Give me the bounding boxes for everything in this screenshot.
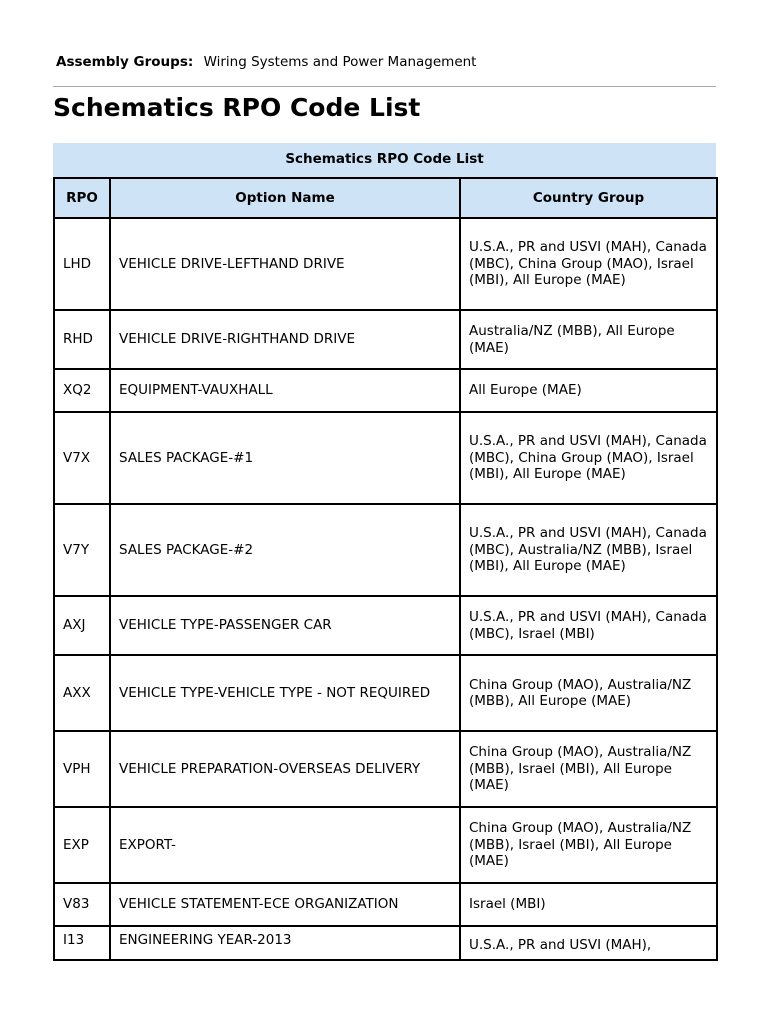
table-row [54, 369, 717, 412]
rpo-cell: EXP [54, 807, 110, 883]
option-name-cell: VEHICLE DRIVE-LEFTHAND DRIVE [110, 218, 460, 310]
rpo-cell: V7X [54, 412, 110, 504]
assembly-groups-label: Assembly Groups: [56, 54, 194, 70]
table-row [54, 655, 717, 731]
option-name-cell: SALES PACKAGE-#1 [110, 412, 460, 504]
column-header-option-name: Option Name [110, 178, 460, 218]
table-row [54, 412, 717, 504]
rpo-cell: V7Y [54, 504, 110, 596]
table-header-row [54, 178, 717, 218]
rpo-code-table [53, 177, 718, 961]
table-row [54, 310, 717, 369]
country-group-cell: U.S.A., PR and USVI (MAH), Canada (MBC), Australia/NZ (MBB), Israel (MBI), All Europe (MAE) [460, 504, 717, 596]
page-title: Schematics RPO Code List [53, 93, 421, 122]
country-group-cell: All Europe (MAE) [460, 369, 717, 412]
rpo-cell: I13 [54, 926, 110, 960]
option-name-cell: SALES PACKAGE-#2 [110, 504, 460, 596]
option-name-cell: VEHICLE PREPARATION-OVERSEAS DELIVERY [110, 731, 460, 807]
table-row [54, 926, 717, 960]
header-divider [53, 86, 716, 87]
table-row [54, 883, 717, 926]
table-row [54, 731, 717, 807]
option-name-cell: ENGINEERING YEAR-2013 [110, 926, 460, 960]
option-name-cell: EXPORT- [110, 807, 460, 883]
country-group-cell: China Group (MAO), Australia/NZ (MBB), All Europe (MAE) [460, 655, 717, 731]
table-row [54, 596, 717, 655]
table-row [54, 218, 717, 310]
rpo-cell: AXX [54, 655, 110, 731]
country-group-cell: U.S.A., PR and USVI (MAH), [460, 926, 717, 960]
rpo-cell: XQ2 [54, 369, 110, 412]
country-group-cell: China Group (MAO), Australia/NZ (MBB), Israel (MBI), All Europe (MAE) [460, 731, 717, 807]
country-group-cell: China Group (MAO), Australia/NZ (MBB), Israel (MBI), All Europe (MAE) [460, 807, 717, 883]
rpo-cell: RHD [54, 310, 110, 369]
rpo-cell: V83 [54, 883, 110, 926]
country-group-cell: U.S.A., PR and USVI (MAH), Canada (MBC), China Group (MAO), Israel (MBI), All Europe (MAE) [460, 218, 717, 310]
rpo-cell: VPH [54, 731, 110, 807]
country-group-cell: Israel (MBI) [460, 883, 717, 926]
country-group-cell: Australia/NZ (MBB), All Europe (MAE) [460, 310, 717, 369]
rpo-cell: AXJ [54, 596, 110, 655]
option-name-cell: VEHICLE TYPE-VEHICLE TYPE - NOT REQUIRED [110, 655, 460, 731]
table-row [54, 504, 717, 596]
assembly-groups-value: Wiring Systems and Power Management [203, 54, 477, 70]
rpo-cell: LHD [54, 218, 110, 310]
table-row [54, 807, 717, 883]
option-name-cell: EQUIPMENT-VAUXHALL [110, 369, 460, 412]
table-caption: Schematics RPO Code List [53, 143, 716, 177]
option-name-cell: VEHICLE STATEMENT-ECE ORGANIZATION [110, 883, 460, 926]
option-name-cell: VEHICLE TYPE-PASSENGER CAR [110, 596, 460, 655]
column-header-rpo: RPO [54, 178, 110, 218]
assembly-groups-line [56, 54, 476, 70]
country-group-cell: U.S.A., PR and USVI (MAH), Canada (MBC), Israel (MBI) [460, 596, 717, 655]
column-header-country-group: Country Group [460, 178, 717, 218]
option-name-cell: VEHICLE DRIVE-RIGHTHAND DRIVE [110, 310, 460, 369]
country-group-cell: U.S.A., PR and USVI (MAH), Canada (MBC), China Group (MAO), Israel (MBI), All Europe (MAE) [460, 412, 717, 504]
